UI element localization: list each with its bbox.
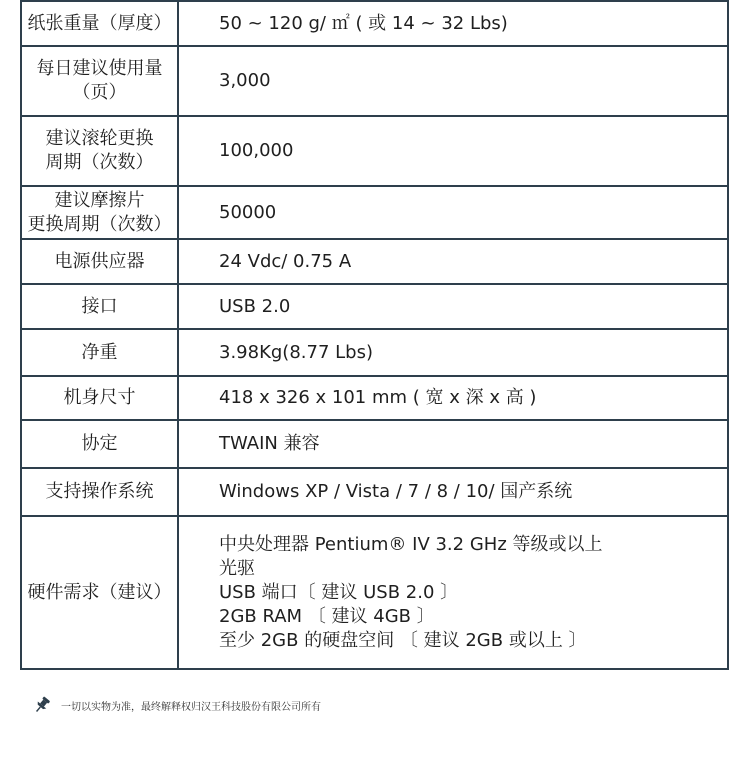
spec-value <box>178 284 728 329</box>
spec-row-pad-cycle <box>21 186 728 239</box>
spec-row-os <box>21 468 728 516</box>
spec-row-power <box>21 239 728 284</box>
spec-value <box>178 1 728 46</box>
spec-label <box>21 329 178 376</box>
spec-value-line: Windows XP / Vista / 7 / 8 / 10/ 国产系统 <box>219 481 573 502</box>
spec-value <box>178 329 728 376</box>
spec-label <box>21 186 178 239</box>
spec-table-body <box>21 1 728 669</box>
spec-value <box>178 239 728 284</box>
spec-label <box>21 468 178 516</box>
spec-row-daily-volume <box>21 46 728 116</box>
spec-value-line: TWAIN 兼容 <box>219 433 320 454</box>
spec-value-line: 光驱 <box>219 557 255 579</box>
spec-value <box>178 186 728 239</box>
spec-value-line: 418 x 326 x 101 mm ( 宽 x 深 x 高 ) <box>219 387 537 408</box>
spec-label <box>21 516 178 669</box>
spec-value-line: 3.98Kg(8.77 Lbs) <box>219 341 373 363</box>
spec-value-line: 至少 2GB 的硬盘空间 〔 建议 2GB 或以上 〕 <box>219 629 587 651</box>
footnote-text: 一切以实物为准，最终解释权归汉王科技股份有限公司所有 <box>61 701 321 713</box>
spec-value-line: 100,000 <box>219 140 294 161</box>
spec-label-line: 更换周期（次数） <box>27 213 172 235</box>
spec-label <box>21 284 178 329</box>
spec-label-line: 机身尺寸 <box>63 387 136 408</box>
spec-value <box>178 420 728 468</box>
spec-label-line: 接口 <box>81 295 118 317</box>
spec-row-dimensions <box>21 376 728 420</box>
spec-label-line: 周期（次数） <box>45 152 154 173</box>
spec-value-line: 50000 <box>219 201 277 223</box>
spec-label-line: （页） <box>72 82 127 103</box>
spec-label-line: 纸张重量（厚度） <box>27 12 172 34</box>
spec-value-line: USB 2.0 <box>219 295 291 317</box>
spec-label-line: 硬件需求（建议） <box>27 581 172 603</box>
spec-value-line: 24 Vdc/ 0.75 A <box>219 250 352 272</box>
spec-row-paper-weight <box>21 1 728 46</box>
spec-label-line: 每日建议使用量 <box>36 58 163 79</box>
spec-label-line: 协定 <box>81 433 118 454</box>
spec-row-hardware-requirements <box>21 516 728 669</box>
spec-label <box>21 420 178 468</box>
spec-value-line: 中央处理器 Pentium® IV 3.2 GHz 等级或以上 <box>219 533 603 555</box>
spec-row-protocol <box>21 420 728 468</box>
spec-label-line: 建议滚轮更换 <box>45 128 154 149</box>
spec-row-net-weight <box>21 329 728 376</box>
spec-label-line: 支持操作系统 <box>45 481 154 502</box>
spec-label <box>21 239 178 284</box>
spec-label-line: 电源供应器 <box>54 250 145 272</box>
spec-value <box>178 516 728 669</box>
spec-row-interface <box>21 284 728 329</box>
spec-value-line: 50 ~ 120 g/ ㎡ ( 或 14 ~ 32 Lbs) <box>219 12 508 34</box>
spec-value-line: USB 端口〔 建议 USB 2.0 〕 <box>219 581 459 603</box>
spec-row-roller-cycle <box>21 116 728 186</box>
spec-label <box>21 376 178 420</box>
spec-value <box>178 116 728 186</box>
spec-value <box>178 468 728 516</box>
spec-label <box>21 46 178 116</box>
spec-value-line: 3,000 <box>219 70 271 91</box>
spec-value <box>178 376 728 420</box>
spec-value <box>178 46 728 116</box>
spec-table <box>20 0 729 670</box>
pushpin-icon <box>33 696 51 714</box>
spec-value-line: 2GB RAM 〔 建议 4GB 〕 <box>219 605 435 627</box>
spec-label-line: 建议摩擦片 <box>54 189 145 211</box>
spec-label <box>21 116 178 186</box>
spec-label <box>21 1 178 46</box>
spec-label-line: 净重 <box>81 341 118 363</box>
footnote <box>33 696 321 714</box>
